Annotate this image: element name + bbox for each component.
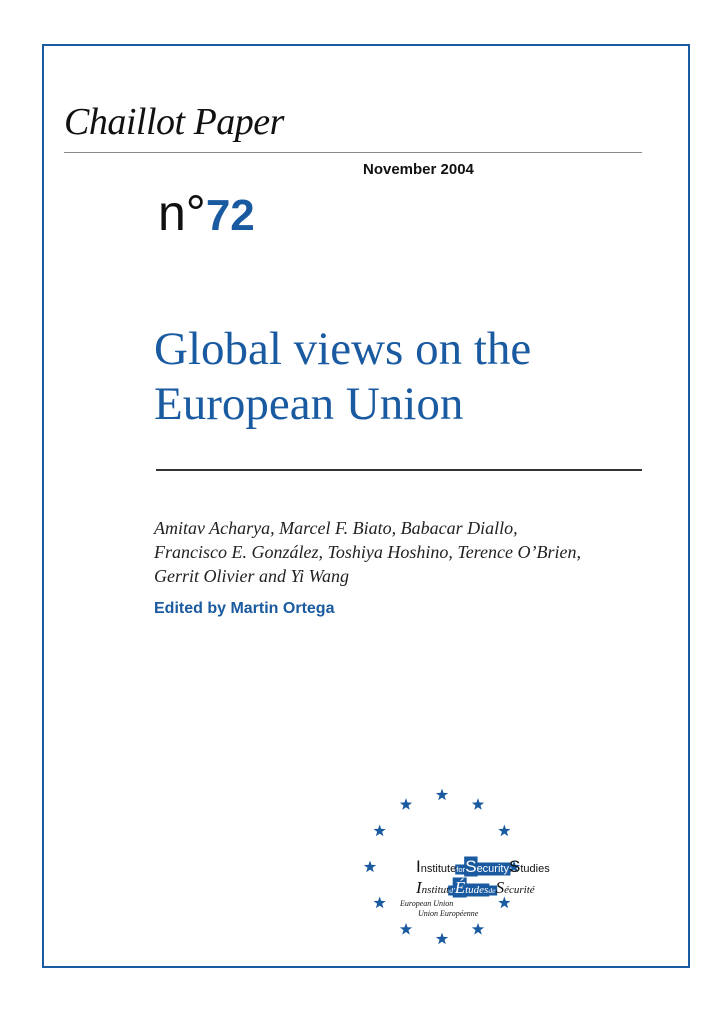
eu-star-icon xyxy=(498,825,510,837)
eu-star-icon xyxy=(364,861,376,873)
author-line: Francisco E. González, Toshiya Hoshino, Terence O’Brien, xyxy=(154,542,581,562)
logo-segment: I xyxy=(416,878,422,897)
authors-list xyxy=(154,516,674,588)
title-divider xyxy=(156,469,642,471)
eu-star-icon xyxy=(472,923,484,935)
logo-segment: écurité xyxy=(504,884,535,896)
title-line: Global views on the xyxy=(154,323,532,375)
issue-value: 72 xyxy=(205,191,255,240)
logo-segment: ecurity xyxy=(476,863,509,875)
logo-name-french xyxy=(415,878,536,897)
series-divider xyxy=(64,152,642,153)
eu-star-icon xyxy=(498,897,510,909)
eu-star-icon xyxy=(400,798,412,810)
issue-number xyxy=(158,184,255,242)
logo-segment: nstitute xyxy=(420,863,457,875)
logo-segment: tudes xyxy=(465,884,489,896)
author-line: Amitav Acharya, Marcel F. Biato, Babacar Diallo, xyxy=(154,518,518,538)
logo-segment: for xyxy=(456,865,466,874)
series-title: Chaillot Paper xyxy=(64,101,284,143)
logo-segment: I xyxy=(416,857,421,876)
eu-star-icon xyxy=(373,825,385,837)
eu-star-icon xyxy=(436,789,448,801)
eu-star-icon xyxy=(472,798,484,810)
author-line: Gerrit Olivier and Yi Wang xyxy=(154,566,350,586)
eu-star-icon xyxy=(373,897,385,909)
logo-segment: de xyxy=(488,886,496,895)
paper-title xyxy=(154,322,634,432)
issue-prefix: n° xyxy=(158,185,206,241)
logo-segment: d' xyxy=(449,886,455,895)
logo-segment: S xyxy=(508,857,521,876)
eu-star-icon xyxy=(436,933,448,945)
title-line: European Union xyxy=(154,378,464,430)
logo-segment: nstitut xyxy=(421,884,450,896)
editor-credit: Edited by Martin Ortega xyxy=(154,600,335,617)
logo-eu-french: Union Européenne xyxy=(418,909,479,918)
logo-eu-english: European Union xyxy=(400,899,454,908)
logo-segment: S xyxy=(465,857,477,876)
publication-date: November 2004 xyxy=(363,161,474,178)
eu-star-icon xyxy=(400,923,412,935)
iss-logo xyxy=(360,784,670,954)
logo-segment: S xyxy=(495,878,505,897)
logo-name-english xyxy=(416,857,550,876)
logo-segment: É xyxy=(454,878,466,897)
logo-segment: tudies xyxy=(520,863,550,875)
